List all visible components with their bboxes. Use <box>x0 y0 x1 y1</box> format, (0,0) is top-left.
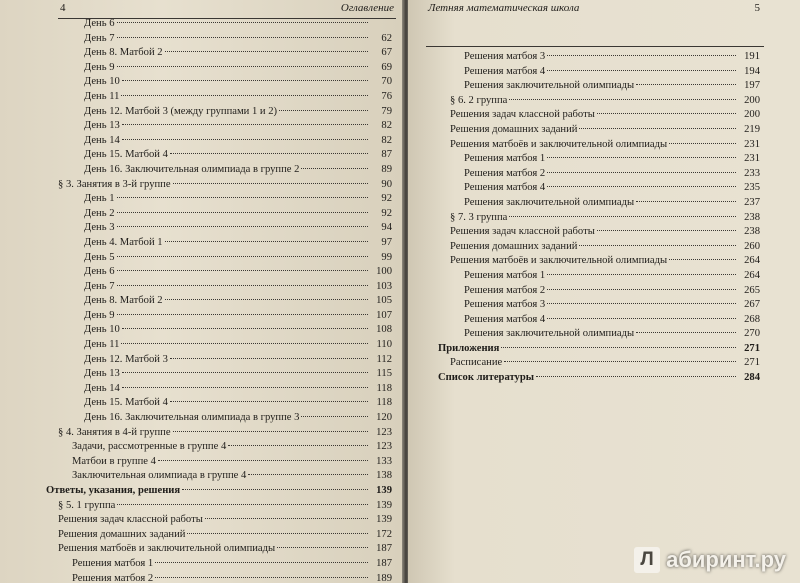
toc-entry-title: Решения задач классной работы <box>450 226 595 238</box>
toc-entry <box>438 181 760 196</box>
toc-entry-title: Решения домашних заданий <box>450 123 578 135</box>
toc-leader-dots <box>117 270 368 271</box>
toc-entry-page: 99 <box>381 251 392 263</box>
toc-entry-page: 118 <box>376 397 392 409</box>
watermark <box>634 547 786 573</box>
toc-entry <box>438 65 760 80</box>
toc-leader-dots <box>187 533 368 534</box>
toc-entry <box>46 46 392 61</box>
toc-entry-title: День 11 <box>84 90 120 102</box>
toc-leader-dots <box>509 99 736 100</box>
toc-entry-title: Решения матбоя 3 <box>464 299 546 311</box>
toc-entry-title: Решения матбоя 2 <box>464 167 546 179</box>
toc-entry-title: Решения матбоя 1 <box>464 153 546 165</box>
toc-entry-title: День 9 <box>84 309 115 321</box>
toc-entry <box>46 294 392 309</box>
toc-entry-title: День 8. Матбой 2 <box>84 47 163 59</box>
toc-leader-dots <box>117 256 368 257</box>
toc-entry-page: 200 <box>744 94 760 106</box>
toc-entry-title: День 10 <box>84 76 120 88</box>
toc-leader-dots <box>158 460 368 461</box>
toc-leader-dots <box>248 474 368 475</box>
toc-entry-title: День 16. Заключительная олимпиада в группе 3 <box>84 412 300 424</box>
toc-list-right <box>438 50 760 386</box>
toc-entry <box>46 426 392 441</box>
toc-entry-page: 231 <box>744 138 760 150</box>
toc-entry-page: 97 <box>381 236 392 248</box>
toc-entry-title: Задачи, рассмотренные в группе 4 <box>72 441 227 453</box>
toc-entry-title: Решения матбоя 3 <box>464 51 546 62</box>
labirint-logo-icon: Л <box>634 547 660 573</box>
toc-leader-dots <box>636 332 736 333</box>
toc-leader-dots <box>547 157 736 158</box>
toc-entry-page: 235 <box>744 182 760 194</box>
toc-entry-page: 233 <box>744 167 760 179</box>
toc-entry <box>438 50 760 65</box>
toc-entry <box>438 313 760 328</box>
toc-entry-title: Решения заключительной олимпиады <box>464 328 635 340</box>
toc-entry-page: 237 <box>744 196 760 208</box>
toc-entry-page: 79 <box>381 105 392 117</box>
toc-leader-dots <box>170 401 368 402</box>
toc-entry <box>46 251 392 266</box>
toc-leader-dots <box>117 212 368 213</box>
toc-leader-dots <box>277 547 368 548</box>
toc-entry-page: 139 <box>376 499 392 511</box>
toc-entry-title: День 13 <box>84 120 120 132</box>
toc-entry-page: 268 <box>744 313 760 325</box>
toc-leader-dots <box>117 504 368 505</box>
toc-leader-dots <box>170 153 368 154</box>
toc-entry-page: 271 <box>744 342 760 354</box>
toc-entry <box>46 440 392 455</box>
toc-entry <box>46 309 392 324</box>
toc-entry-title: § 6. 2 группа <box>450 94 508 106</box>
toc-entry-title: § 4. Занятия в 4-й группе <box>58 426 171 438</box>
toc-entry-page: 172 <box>376 528 392 540</box>
toc-entry-title: День 14 <box>84 134 120 146</box>
page-number: 5 <box>754 2 760 14</box>
toc-leader-dots <box>547 318 736 319</box>
watermark-text: абиринт.ру <box>666 547 786 572</box>
toc-entry-page: 194 <box>744 65 760 77</box>
toc-leader-dots <box>636 84 736 85</box>
toc-entry-page: 70 <box>381 76 392 88</box>
toc-entry-title: День 4. Матбой 1 <box>84 236 163 248</box>
toc-entry-page: 191 <box>744 51 760 62</box>
toc-entry-title: Приложения <box>438 342 500 354</box>
toc-entry-title: День 12. Матбой 3 <box>84 353 168 365</box>
toc-entry <box>438 254 760 269</box>
toc-entry-title: День 15. Матбой 4 <box>84 149 168 161</box>
toc-entry-title: Решения матбоя 4 <box>464 313 546 325</box>
toc-list-left <box>46 17 392 583</box>
toc-entry-title: Решения заключительной олимпиады <box>464 80 635 92</box>
toc-leader-dots <box>301 168 368 169</box>
toc-entry <box>46 61 392 76</box>
toc-leader-dots <box>165 241 368 242</box>
toc-entry-page: 219 <box>744 123 760 135</box>
toc-leader-dots <box>122 80 368 81</box>
toc-entry <box>438 152 760 167</box>
toc-entry-title: Решения задач классной работы <box>58 514 203 526</box>
toc-entry <box>46 119 392 134</box>
toc-entry <box>438 240 760 255</box>
toc-entry <box>46 572 392 583</box>
toc-entry-title: День 5 <box>84 251 115 263</box>
toc-entry <box>46 367 392 382</box>
toc-entry-page: 139 <box>376 514 392 526</box>
toc-entry-page: 139 <box>376 485 392 496</box>
toc-leader-dots <box>547 55 736 56</box>
toc-entry-title: Решения задач классной работы <box>450 109 595 121</box>
toc-entry <box>438 284 760 299</box>
toc-entry-title: День 10 <box>84 324 120 336</box>
toc-entry-page: 92 <box>381 207 392 219</box>
toc-entry-title: День 6 <box>84 18 115 29</box>
toc-entry <box>438 196 760 211</box>
toc-entry-title: День 14 <box>84 382 120 394</box>
right-page <box>408 0 800 583</box>
toc-leader-dots <box>122 139 368 140</box>
toc-entry-title: Решения матбоёв и заключительной олимпиады <box>450 255 668 267</box>
toc-leader-dots <box>122 372 368 373</box>
toc-entry-title: Ответы, указания, решения <box>46 485 181 496</box>
toc-entry <box>438 327 760 342</box>
toc-entry <box>46 32 392 47</box>
toc-entry-title: Решения матбоя 4 <box>464 182 546 194</box>
toc-leader-dots <box>636 201 736 202</box>
toc-entry <box>438 138 760 153</box>
toc-entry <box>46 192 392 207</box>
toc-entry <box>438 123 760 138</box>
toc-entry <box>46 134 392 149</box>
toc-leader-dots <box>173 431 368 432</box>
toc-entry-title: Решения матбоя 2 <box>72 572 154 583</box>
toc-entry-page: 112 <box>376 353 392 365</box>
toc-leader-dots <box>597 113 736 114</box>
toc-entry <box>438 108 760 123</box>
toc-entry-page: 189 <box>376 572 392 583</box>
toc-entry-page: 105 <box>376 295 392 307</box>
toc-entry <box>46 499 392 514</box>
toc-entry-page: 260 <box>744 240 760 252</box>
toc-leader-dots <box>122 328 368 329</box>
toc-entry-title: Решения домашних заданий <box>58 528 186 540</box>
toc-entry-title: Решения матбоёв и заключительной олимпиады <box>450 138 668 150</box>
toc-leader-dots <box>117 37 368 38</box>
toc-leader-dots <box>117 197 368 198</box>
toc-entry-title: § 5. 1 группа <box>58 499 116 511</box>
toc-leader-dots <box>547 289 736 290</box>
toc-leader-dots <box>669 143 736 144</box>
toc-entry-page: 89 <box>381 163 392 175</box>
toc-leader-dots <box>117 226 368 227</box>
toc-leader-dots <box>173 183 368 184</box>
toc-entry <box>46 469 392 484</box>
toc-entry-title: Список литературы <box>438 372 535 384</box>
toc-entry-title: Решения матбоя 4 <box>464 65 546 77</box>
toc-leader-dots <box>170 358 368 359</box>
toc-leader-dots <box>501 347 736 348</box>
toc-entry-title: Решения заключительной олимпиады <box>464 196 635 208</box>
toc-leader-dots <box>669 259 736 260</box>
toc-leader-dots <box>122 387 368 388</box>
toc-entry-page: 187 <box>376 557 392 569</box>
toc-entry-page: 133 <box>376 455 392 467</box>
toc-entry <box>46 455 392 470</box>
toc-leader-dots <box>121 343 368 344</box>
page-number: 4 <box>60 2 66 14</box>
toc-entry-title: День 3 <box>84 222 115 234</box>
toc-leader-dots <box>165 299 368 300</box>
toc-entry-page: 110 <box>376 339 392 351</box>
toc-leader-dots <box>536 376 736 377</box>
toc-leader-dots <box>547 186 736 187</box>
toc-entry-title: День 9 <box>84 61 115 73</box>
toc-leader-dots <box>117 314 368 315</box>
toc-leader-dots <box>547 172 736 173</box>
toc-entry <box>438 211 760 226</box>
toc-entry <box>46 513 392 528</box>
toc-entry-page: 82 <box>381 120 392 132</box>
toc-entry-title: День 12. Матбой 3 (между группами 1 и 2) <box>84 105 278 117</box>
toc-entry-page: 270 <box>744 328 760 340</box>
toc-leader-dots <box>117 66 368 67</box>
toc-entry-title: Решения домашних заданий <box>450 240 578 252</box>
toc-entry <box>46 353 392 368</box>
toc-entry-page: 200 <box>744 109 760 121</box>
toc-entry <box>438 225 760 240</box>
toc-entry-page: 90 <box>381 178 392 190</box>
toc-entry <box>46 528 392 543</box>
toc-entry <box>438 94 760 109</box>
toc-entry <box>438 79 760 94</box>
toc-entry-page: 271 <box>744 357 760 369</box>
toc-leader-dots <box>597 230 736 231</box>
toc-entry <box>46 280 392 295</box>
toc-leader-dots <box>182 489 368 490</box>
toc-entry-title: Решения матбоя 1 <box>72 557 154 569</box>
toc-leader-dots <box>509 216 736 217</box>
toc-leader-dots <box>279 110 368 111</box>
toc-entry-title: День 6 <box>84 266 115 278</box>
toc-entry <box>46 207 392 222</box>
toc-entry <box>46 323 392 338</box>
toc-entry-page: 118 <box>376 382 392 394</box>
toc-entry-page: 62 <box>381 32 392 44</box>
toc-entry-page: 82 <box>381 134 392 146</box>
toc-entry <box>438 342 760 357</box>
toc-leader-dots <box>121 95 368 96</box>
toc-entry <box>438 269 760 284</box>
toc-entry <box>46 163 392 178</box>
toc-entry-title: День 15. Матбой 4 <box>84 397 168 409</box>
toc-leader-dots <box>301 416 368 417</box>
toc-entry <box>46 338 392 353</box>
toc-entry-page: 67 <box>381 47 392 59</box>
toc-entry-title: День 11 <box>84 339 120 351</box>
toc-entry-title: День 16. Заключительная олимпиада в группе 2 <box>84 163 300 175</box>
toc-entry-page: 94 <box>381 222 392 234</box>
toc-entry <box>46 396 392 411</box>
toc-entry-title: Расписание <box>450 357 503 369</box>
toc-entry-page: 108 <box>376 324 392 336</box>
toc-entry-title: Решения матбоя 1 <box>464 269 546 281</box>
toc-leader-dots <box>579 128 736 129</box>
toc-entry <box>46 178 392 193</box>
toc-entry-page: 76 <box>381 90 392 102</box>
toc-entry <box>46 17 392 32</box>
toc-entry <box>46 221 392 236</box>
toc-entry <box>46 382 392 397</box>
toc-entry-title: День 8. Матбой 2 <box>84 295 163 307</box>
toc-entry <box>46 557 392 572</box>
toc-entry-title: Матбои в группе 4 <box>72 455 156 467</box>
toc-entry-title: День 2 <box>84 207 115 219</box>
toc-entry <box>438 371 760 386</box>
toc-leader-dots <box>122 124 368 125</box>
toc-entry-page: 69 <box>381 61 392 73</box>
toc-entry <box>46 75 392 90</box>
toc-leader-dots <box>155 562 368 563</box>
toc-entry-page: 87 <box>381 149 392 161</box>
toc-entry-title: Решения матбоя 2 <box>464 284 546 296</box>
toc-entry-page: 264 <box>744 269 760 281</box>
toc-entry-page: 231 <box>744 153 760 165</box>
toc-entry-page: 103 <box>376 280 392 292</box>
header-rule <box>426 46 764 47</box>
toc-entry <box>46 411 392 426</box>
toc-entry-page: 284 <box>744 372 760 384</box>
toc-entry-title: Заключительная олимпиада в группе 4 <box>72 470 247 482</box>
toc-entry <box>46 90 392 105</box>
toc-leader-dots <box>547 274 736 275</box>
toc-leader-dots <box>165 51 368 52</box>
toc-entry-page: 123 <box>376 441 392 453</box>
toc-entry-page: 267 <box>744 299 760 311</box>
toc-entry-page: 265 <box>744 284 760 296</box>
toc-entry-page: 123 <box>376 426 392 438</box>
toc-entry-page: 138 <box>376 470 392 482</box>
toc-entry <box>46 542 392 557</box>
toc-entry-page: 120 <box>376 412 392 424</box>
toc-leader-dots <box>117 285 368 286</box>
toc-entry <box>438 167 760 182</box>
toc-leader-dots <box>228 445 368 446</box>
toc-entry-page: 197 <box>744 80 760 92</box>
toc-entry-title: День 7 <box>84 32 115 44</box>
toc-entry <box>438 356 760 371</box>
toc-entry-title: § 7. 3 группа <box>450 211 508 223</box>
toc-leader-dots <box>205 518 368 519</box>
toc-entry <box>46 148 392 163</box>
toc-entry <box>46 265 392 280</box>
toc-leader-dots <box>155 577 368 578</box>
toc-entry-title: День 13 <box>84 368 120 380</box>
toc-entry <box>438 298 760 313</box>
toc-entry-page: 107 <box>376 309 392 321</box>
toc-entry-title: Решения матбоёв и заключительной олимпиады <box>58 543 276 555</box>
toc-entry-page: 187 <box>376 543 392 555</box>
toc-leader-dots <box>117 22 368 23</box>
running-header: Оглавление <box>340 2 394 14</box>
toc-entry-page: 100 <box>376 266 392 278</box>
toc-entry-page: 238 <box>744 211 760 223</box>
toc-entry <box>46 484 392 499</box>
toc-entry-title: День 1 <box>84 193 115 205</box>
toc-entry-page: 115 <box>376 368 392 380</box>
toc-entry <box>46 236 392 251</box>
toc-leader-dots <box>504 361 736 362</box>
toc-entry <box>46 105 392 120</box>
toc-entry-page: 238 <box>744 226 760 238</box>
running-header: Летняя математическая школа <box>428 2 580 14</box>
toc-entry-title: § 3. Занятия в 3-й группе <box>58 178 171 190</box>
toc-entry-title: День 7 <box>84 280 115 292</box>
toc-leader-dots <box>547 303 736 304</box>
toc-leader-dots <box>547 70 736 71</box>
toc-entry-page: 92 <box>381 193 392 205</box>
toc-leader-dots <box>579 245 736 246</box>
toc-entry-page: 264 <box>744 255 760 267</box>
